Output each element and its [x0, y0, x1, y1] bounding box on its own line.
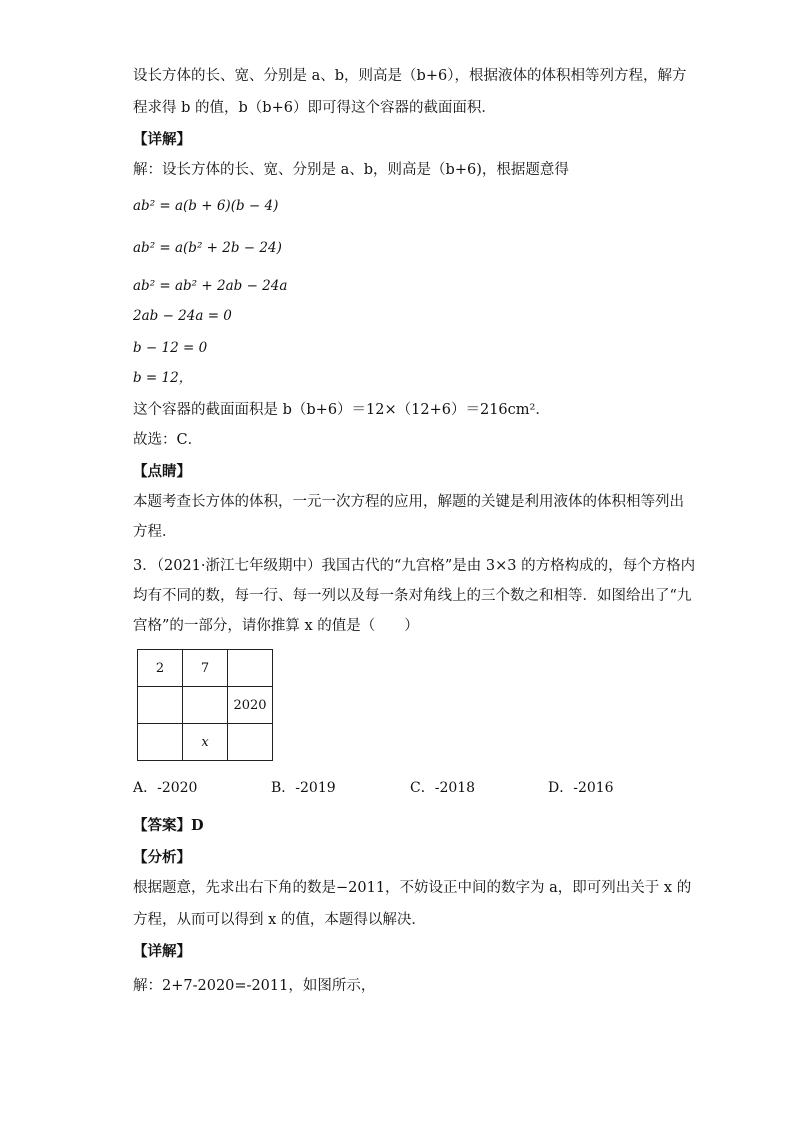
equation-4: 2ab − 24a = 0	[133, 308, 232, 324]
comment-text-line-2: 方程．	[133, 524, 177, 540]
grid-row	[138, 724, 273, 761]
analysis-heading: 【分析】	[133, 849, 191, 866]
comment-heading: 【点睛】	[133, 463, 191, 480]
analysis-text-line-4: 方程，从而可以得到 x 的值，本题得以解决．	[133, 912, 426, 928]
area-result: 这个容器的截面面积是 b（b+6）＝12×（12+6）＝216cm²．	[133, 402, 550, 418]
solution-start: 解：2+7-2020=-2011，如图所示，	[133, 978, 376, 994]
grid-cell	[228, 650, 273, 687]
analysis-text-line-1: 设长方体的长、宽、分别是 a、b，则高是（b+6），根据液体的体积相等列方程，解方	[133, 68, 687, 84]
grid-cell: 2	[138, 650, 183, 687]
grid-cell-x: x	[183, 724, 228, 761]
answer-line: 【答案】D	[133, 817, 204, 834]
analysis-text-line-3: 根据题意，先求出右下角的数是−2011，不妨设正中间的数字为 a，即可列出关于 x 的	[133, 880, 692, 896]
detail-heading: 【详解】	[133, 131, 191, 148]
equation-5: b − 12 = 0	[133, 340, 208, 356]
question-3-line-3: 宫格”的一部分，请你推算 x 的值是（ ）	[133, 618, 419, 634]
comment-text-line-1: 本题考查长方体的体积，一元一次方程的应用，解题的关键是利用液体的体积相等列出	[133, 494, 684, 510]
grid-cell	[183, 687, 228, 724]
analysis-text-line-2: 程求得 b 的值，b（b+6）即可得这个容器的截面面积．	[133, 100, 496, 116]
grid-row	[138, 687, 273, 724]
detail-heading-2: 【详解】	[133, 943, 191, 960]
magic-square-grid	[137, 649, 273, 761]
equation-6: b = 12，	[133, 370, 193, 386]
solution-intro: 解：设长方体的长、宽、分别是 a、b，则高是（b+6)，根据题意得	[133, 162, 569, 178]
grid-cell	[228, 724, 273, 761]
equation-1: ab² = a(b + 6)(b − 4)	[133, 198, 279, 214]
grid-row	[138, 650, 273, 687]
grid-cell	[138, 724, 183, 761]
grid-cell: 2020	[228, 687, 273, 724]
equation-2: ab² = a(b² + 2b − 24)	[133, 240, 282, 256]
option-a: A．-2020	[133, 780, 198, 796]
option-b: B．-2019	[271, 780, 336, 796]
choice-result: 故选：C．	[133, 432, 203, 448]
option-c: C．-2018	[410, 780, 476, 796]
question-3-line-2: 均有不同的数，每一行、每一列以及每一条对角线上的三个数之和相等．如图给出了“九	[133, 588, 692, 604]
grid-cell	[138, 687, 183, 724]
grid-cell: 7	[183, 650, 228, 687]
equation-3: ab² = ab² + 2ab − 24a	[133, 278, 288, 294]
question-3-line-1: 3．（2021·浙江七年级期中）我国古代的“九宫格”是由 3×3 的方格构成的，每个方格内	[133, 558, 696, 574]
option-d: D．-2016	[548, 780, 614, 796]
